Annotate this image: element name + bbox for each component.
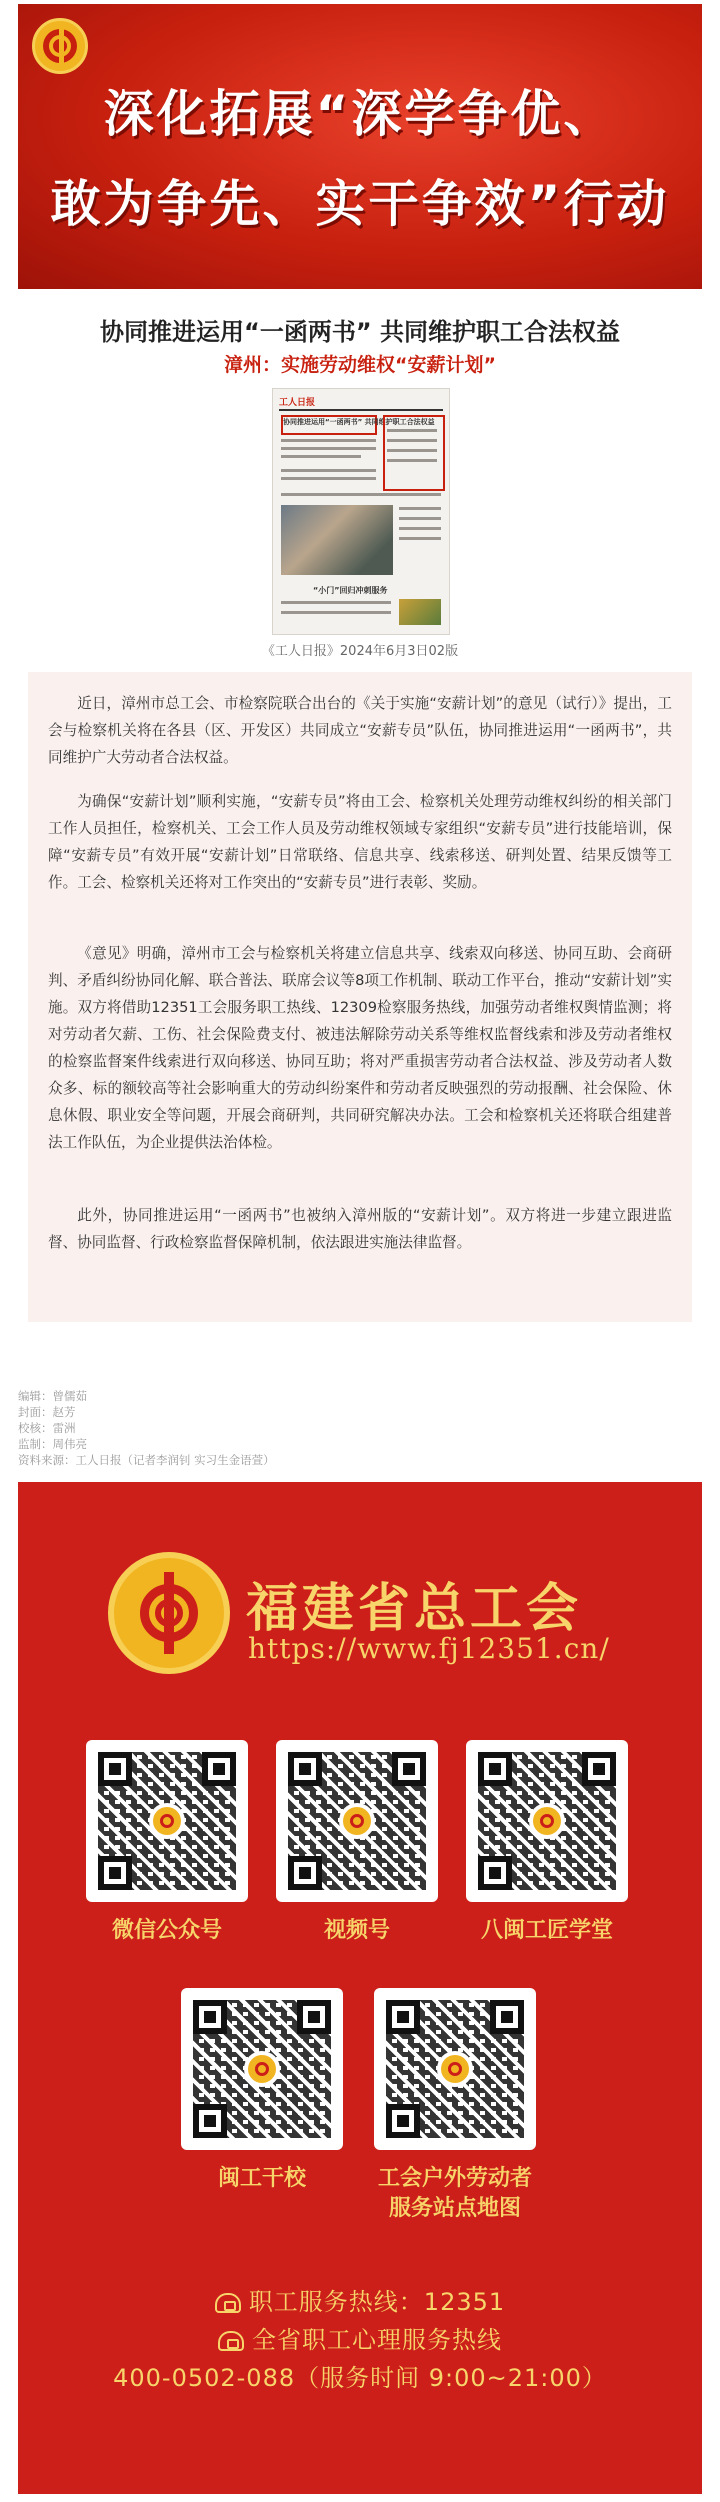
newspaper-text-line xyxy=(387,449,437,452)
credit-source: 资料来源：工人日报（记者李润钊 实习生金语萱） xyxy=(18,1453,275,1467)
union-badge-icon xyxy=(149,1803,185,1839)
newspaper-text-line xyxy=(399,507,441,510)
credit-proofreader: 校核：雷洲 xyxy=(18,1421,76,1435)
organization-url[interactable]: https://www.fj12351.cn/ xyxy=(248,1632,610,1665)
newspaper-image[interactable] xyxy=(272,388,450,635)
credit-editor: 编辑：曾儒茹 xyxy=(18,1389,87,1403)
federation-logo-icon xyxy=(108,1552,230,1674)
qr-label-craftsman: 八闽工匠学堂 xyxy=(480,1918,613,1943)
newspaper-highlight-box xyxy=(383,415,445,491)
article-subtitle: 漳州：实施劳动维权“安薪计划” xyxy=(224,354,496,376)
newspaper-text-line xyxy=(281,601,391,604)
qr-code-school[interactable] xyxy=(181,1988,343,2150)
newspaper-text-line xyxy=(387,429,437,432)
newspaper-headline: 协同推进运用“一函两书” 共同维护职工合法权益 xyxy=(283,418,435,426)
credits-block xyxy=(18,1388,698,1468)
article-paragraph: 《意见》明确，漳州市工会与检察机关将建立信息共享、线索双向移送、协同互助、会商研判、矛盾纠纷协同化解、联合普法、联席会议等8项工作机制、联动工作平台，推动“安薪计划”实施。双方将借助12351工会服务职工热线、12309检察服务热线，加强劳动者维权舆情监测；将对劳动者欠薪、工伤、社会保险费支付、被违法解除劳动关系等维权监督线索和涉及劳动者维权的检察监督案件线索进行双向移送、协同互助；将对严重损害劳动者合法权益、涉及劳动者人数众多、标的额较高等社会影响重大的劳动纠纷案件和劳动者反映强烈的劳动报酬、社会保险、休息休假、职业安全等问题，开展会商研判，共同研究解决办法。工会和检察机关还将联合组建普法工作队伍，为企业提供法治体检。 xyxy=(48,945,672,1151)
newspaper-masthead: 工人日报 xyxy=(279,395,443,411)
qr-label-station-map: 工会户外劳动者 服务站点地图 xyxy=(377,2166,532,2221)
phone-icon xyxy=(215,2293,241,2313)
newspaper-text-line xyxy=(281,455,361,458)
newspaper-text-line xyxy=(281,611,391,614)
newspaper-text-line xyxy=(281,469,376,472)
image-caption: 《工人日报》2024年6月3日02版 xyxy=(261,644,459,659)
credit-cover: 封面：赵芳 xyxy=(18,1405,76,1419)
newspaper-photo-small xyxy=(399,599,441,625)
qr-code-wechat[interactable] xyxy=(86,1740,248,1902)
article-paragraph: 此外，协同推进运用“一函两书”也被纳入漳州版的“安薪计划”。双方将进一步建立跟进监督、协同监督、行政检察监督保障机制，依法跟进实施法律监督。 xyxy=(48,1207,672,1251)
newspaper-text-line xyxy=(281,447,376,450)
newspaper-text-line xyxy=(399,537,441,540)
newspaper-text-line xyxy=(387,439,437,442)
hotline-staff[interactable] xyxy=(18,2282,702,2317)
newspaper-text-line xyxy=(399,517,441,520)
article-paragraph: 为确保“安薪计划”顺利实施，“安薪专员”将由工会、检察机关处理劳动维权纠纷的相关部门工作人员担任，检察机关、工会工作人员及劳动维权领域专家组织“安薪专员”进行技能培训，保障“安薪专员”有效开展“安薪计划”日常联络、信息共享、线索移送、研判处置、结果反馈等工作。工会、检察机关还将对工作突出的“安薪专员”进行表彰、奖励。 xyxy=(48,793,672,891)
organization-name: 福建省总工会 xyxy=(246,1578,583,1639)
qr-label-school: 闽工干校 xyxy=(217,2166,306,2191)
union-badge-icon xyxy=(339,1803,375,1839)
banner-headline-line-2: 敢为争先、实干争效”行动 xyxy=(50,175,670,233)
hotline-psych-text: 全省职工心理服务热线 xyxy=(252,2326,502,2354)
footer-card xyxy=(18,1482,702,2494)
newspaper-photo xyxy=(281,505,393,575)
newspaper-text-line xyxy=(281,493,441,496)
qr-code-video[interactable] xyxy=(276,1740,438,1902)
newspaper-text-line xyxy=(281,477,376,480)
banner-headline-line-1: 深化拓展“深学争优、 xyxy=(103,85,617,143)
union-badge-icon xyxy=(529,1803,565,1839)
article-paragraph: 近日，漳州市总工会、市检察院联合出台的《关于实施“安薪计划”的意见（试行）》提出，工会与检察机关将在各县（区、开发区）共同成立“安薪专员”队伍，协同推进运用“一函两书”，共同维护广大劳动者合法权益。 xyxy=(48,695,672,766)
hotline-psych-number[interactable]: 400-0502-088（服务时间 9:00~21:00） xyxy=(113,2364,607,2392)
qr-code-station-map[interactable] xyxy=(374,1988,536,2150)
qr-code-craftsman[interactable] xyxy=(466,1740,628,1902)
qr-label-video: 视频号 xyxy=(323,1918,390,1943)
newspaper-bottom-headline: “小门”回归冲刺服务 xyxy=(313,586,388,595)
trade-union-logo-icon xyxy=(32,18,88,74)
hotline-psych[interactable] xyxy=(18,2320,702,2355)
article-title: 协同推进运用“一函两书” 共同维护职工合法权益 xyxy=(100,318,620,346)
hotline-staff-text: 职工服务热线：12351 xyxy=(248,2288,506,2316)
newspaper-text-line xyxy=(399,527,441,530)
article-body xyxy=(28,672,692,1322)
credit-supervisor: 监制：周伟亮 xyxy=(18,1437,87,1451)
qr-label-wechat: 微信公众号 xyxy=(111,1918,222,1943)
newspaper-text-line xyxy=(281,439,376,442)
phone-icon xyxy=(218,2331,244,2351)
header-banner xyxy=(18,4,702,289)
newspaper-text-line xyxy=(387,459,437,462)
union-badge-icon xyxy=(244,2051,280,2087)
union-badge-icon xyxy=(437,2051,473,2087)
